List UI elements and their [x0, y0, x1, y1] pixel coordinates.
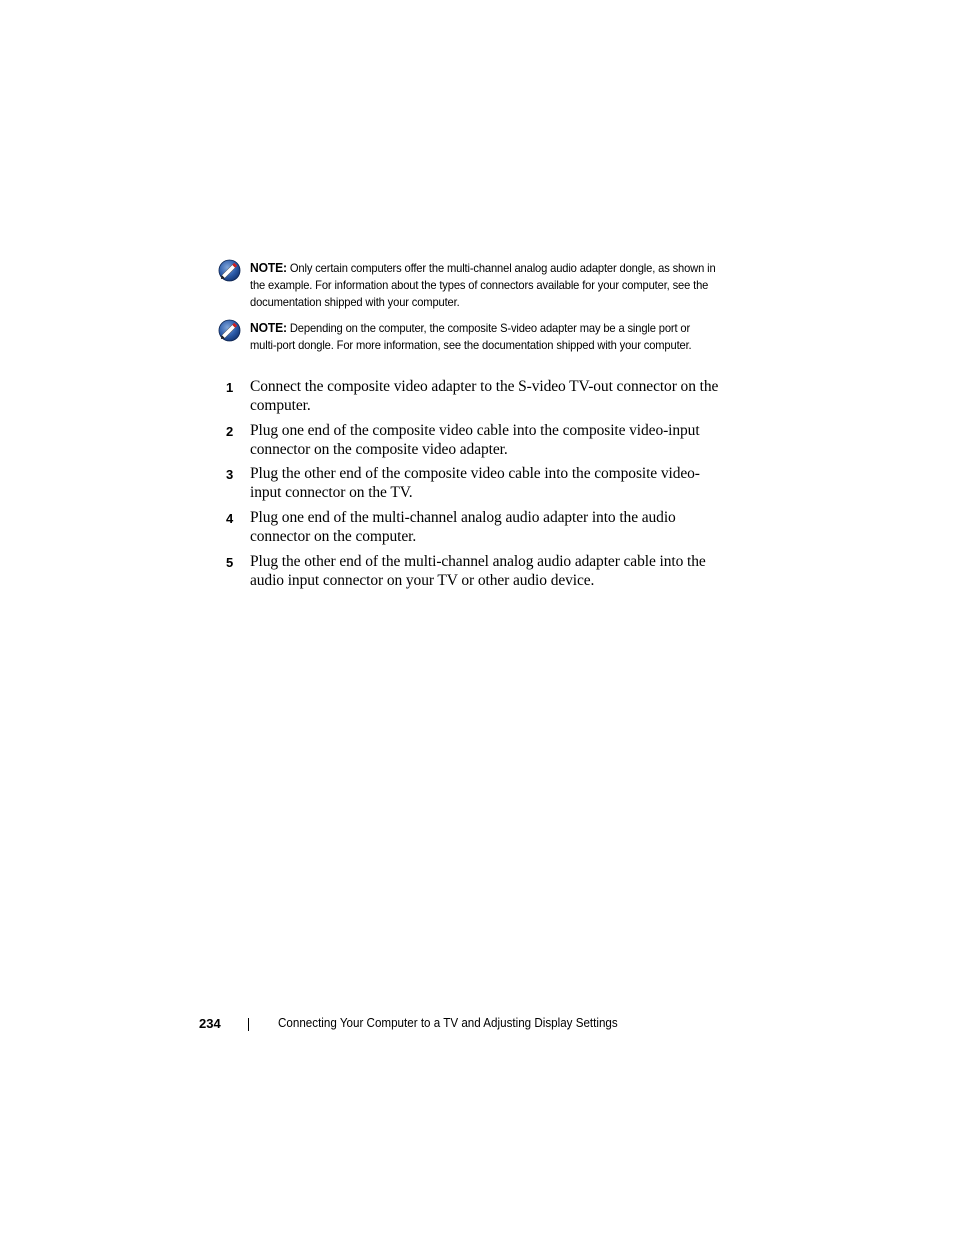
step-text: Plug one end of the multi-channel analog audio adapter into the audio connector on the computer.	[250, 509, 676, 545]
note-label: NOTE:	[250, 320, 287, 335]
note-body: Only certain computers offer the multi-channel analog audio adapter dongle, as shown in the example. For information about the types of connectors available for your computer, see the documentation shipped with your computer.	[250, 261, 716, 309]
page-number: 234	[199, 1016, 221, 1031]
step-text: Plug one end of the composite video cable into the composite video-input connector on the composite video adapter.	[250, 422, 700, 458]
note-body: Depending on the computer, the composite S-video adapter may be a single port or multi-port dongle. For more information, see the documentation shipped with your computer.	[250, 321, 692, 352]
step-text: Plug the other end of the multi-channel analog audio adapter cable into the audio input connector on your TV or other audio device.	[250, 553, 706, 589]
step-number: 4	[226, 511, 234, 526]
note-label: NOTE:	[250, 260, 287, 275]
step-number: 1	[226, 380, 234, 395]
step-text: Plug the other end of the composite video cable into the composite video-input connector on the TV.	[250, 465, 700, 501]
step-text: Connect the composite video adapter to the S-video TV-out connector on the computer.	[250, 378, 719, 414]
note-text	[250, 319, 718, 354]
step-number: 3	[226, 467, 234, 482]
footer-divider	[248, 1018, 249, 1031]
running-footer-title: Connecting Your Computer to a TV and Adjusting Display Settings	[278, 1016, 618, 1030]
note-pencil-icon	[218, 319, 241, 342]
step-number: 2	[226, 424, 234, 439]
note-pencil-icon	[218, 259, 241, 282]
note-text	[250, 259, 718, 311]
step-number: 5	[226, 555, 234, 570]
